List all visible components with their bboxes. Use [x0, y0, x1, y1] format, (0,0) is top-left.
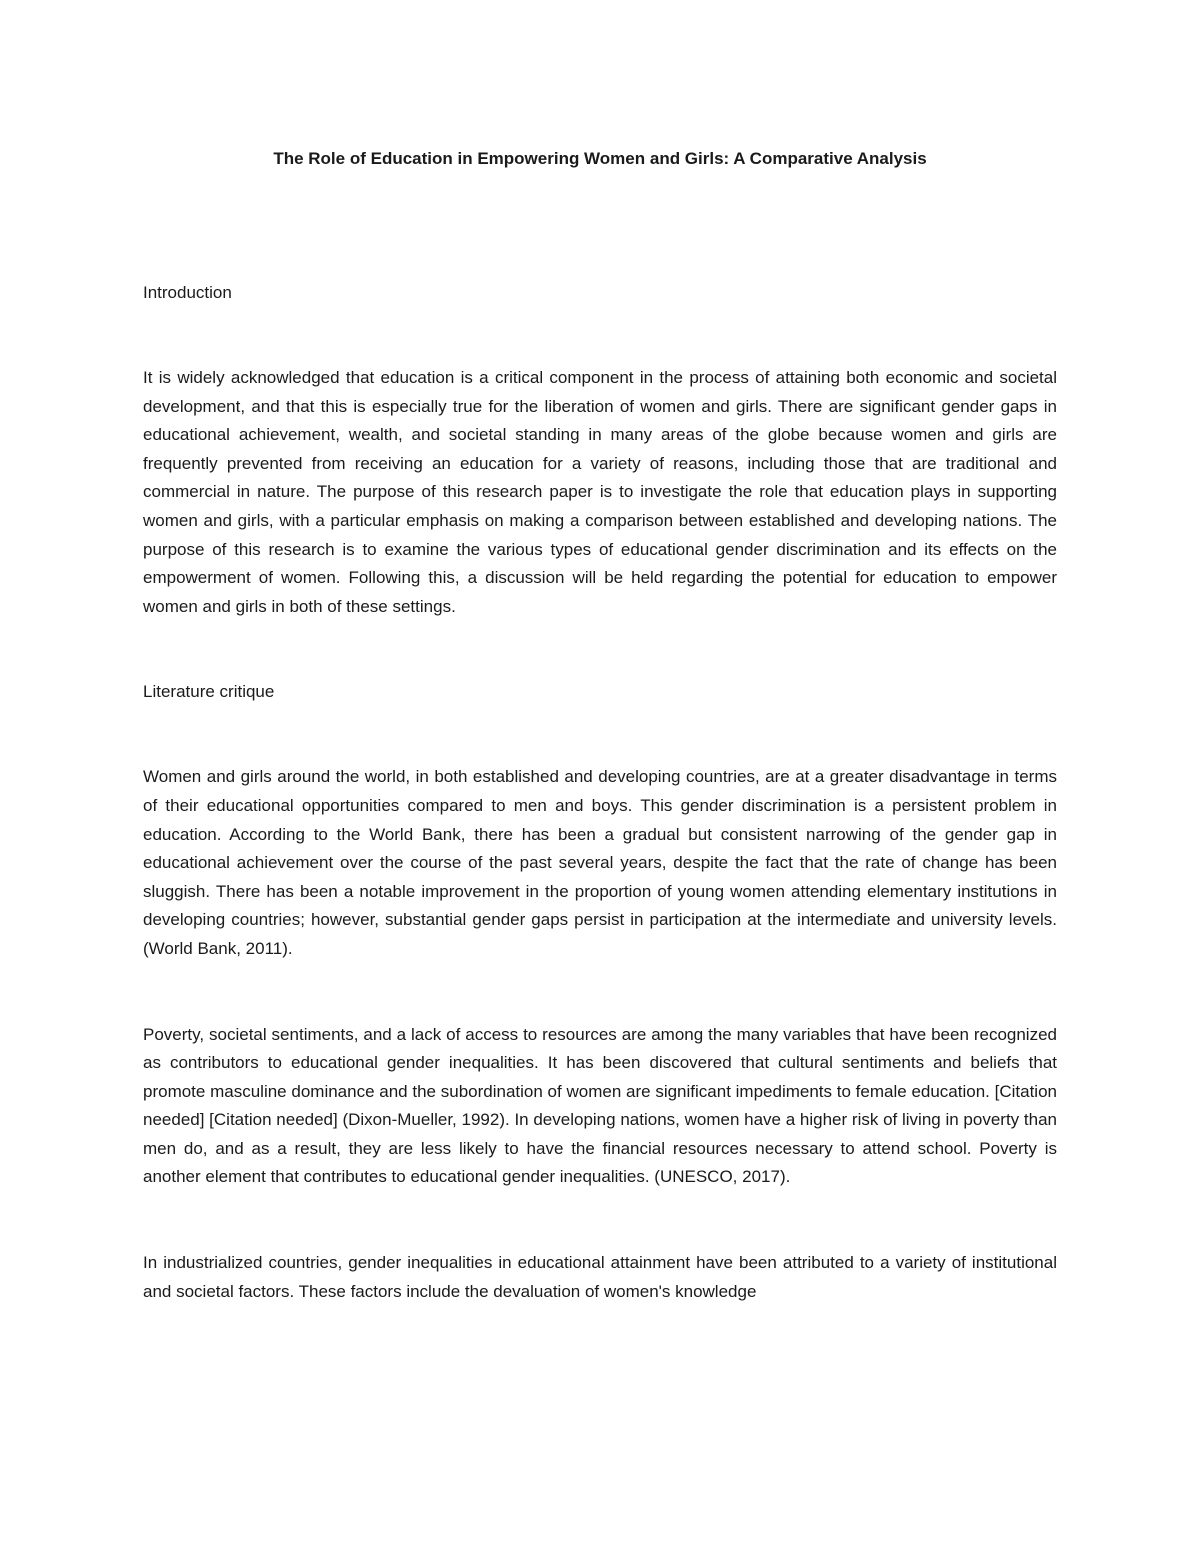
document-title: The Role of Education in Empowering Women and Girls: A Comparative Analysis	[273, 149, 927, 168]
introduction-paragraph: It is widely acknowledged that education is a critical component in the process of attaining both economic and societal development, and that this is especially true for the liberation of women and girls. There are significant gender gaps in educational achievement, wealth, and societal standing in many areas of the globe because women and girls are frequently prevented from receiving an education for a variety of reasons, including those that are traditional and commercial in nature. The purpose of this research paper is to investigate the role that education plays in supporting women and girls, with a particular emphasis on making a comparison between established and developing nations. The purpose of this research is to examine the various types of educational gender discrimination and its effects on the empowerment of women. Following this, a discussion will be held regarding the potential for education to empower women and girls in both of these settings.	[143, 368, 1057, 616]
document-body	[143, 140, 1057, 1306]
section-heading-literature-critique: Literature critique	[143, 682, 275, 702]
literature-paragraph-2: Poverty, societal sentiments, and a lack of access to resources are among the many variables that have been recognized as contributors to educational gender inequalities. It has been discovered that cultural sentiments and beliefs that promote masculine dominance and the subordination of women are significant impediments to female education. [Citation needed] [Citation needed] (Dixon-Mueller, 1992). In developing nations, women have a higher risk of living in poverty than men do, and as a result, they are less likely to have the financial resources necessary to attend school. Poverty is another element that contributes to educational gender inequalities. (UNESCO, 2017).	[143, 1024, 1057, 1187]
section-heading-introduction: Introduction	[143, 283, 232, 302]
literature-paragraph-3: In industrialized countries, gender inequalities in educational attainment have been attributed to a variety of institutional and societal factors. These factors include the devaluation of women's knowledge	[143, 1253, 1057, 1301]
literature-paragraph-1: Women and girls around the world, in both established and developing countries, are at a greater disadvantage in terms of their educational opportunities compared to men and boys. This gender discrimination is a persistent problem in education. According to the World Bank, there has been a gradual but consistent narrowing of the gender gap in educational achievement over the course of the past several years, despite the fact that the rate of change has been sluggish. There has been a notable improvement in the proportion of young women attending elementary institutions in developing countries; however, substantial gender gaps persist in participation at the intermediate and university levels. (World Bank, 2011).	[143, 767, 1057, 958]
